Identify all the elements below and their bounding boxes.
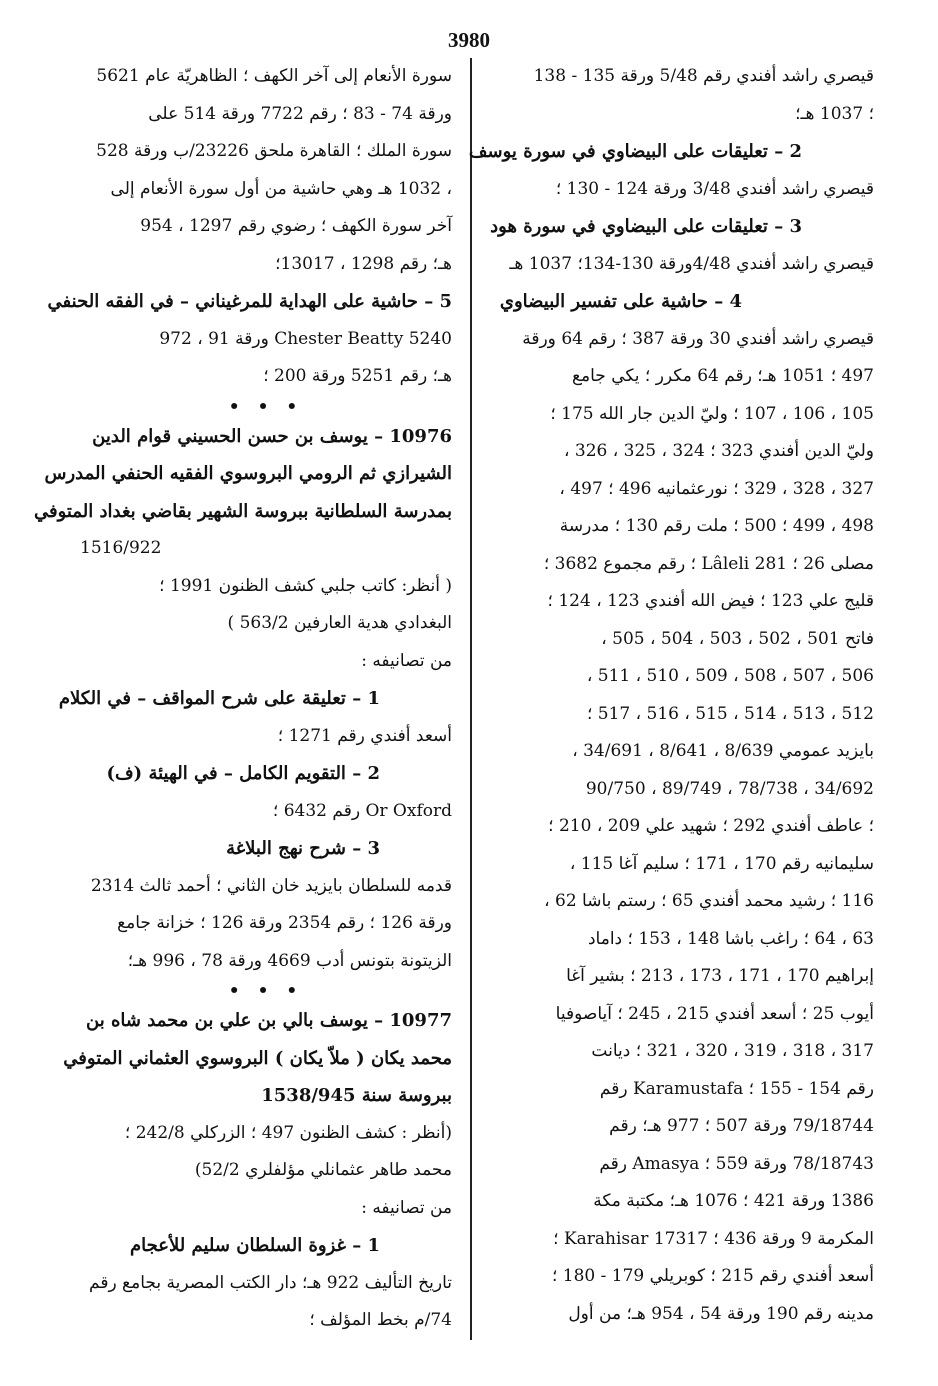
entry-heading: 10977 – يوسف بالي بن علي بن محمد شاه بن: [86, 1010, 452, 1031]
entry-heading: 10976 – يوسف بن حسن الحسيني قوام الدين: [92, 425, 452, 447]
text-line: سورة الملك ؛ القاهرة ملحق 23226/ب ورقة 528: [96, 141, 452, 161]
text-line: وليّ الدين أفندي 323 ؛ 324 ، 325 ، 326 ،: [564, 441, 874, 461]
page-number: 3980: [448, 28, 490, 52]
text-line: ( أنظر: كاتب جلبي كشف الظنون 1991 ؛: [159, 575, 452, 596]
entry-heading: 3 – تعليقات على البيضاوي في سورة هود: [490, 216, 802, 237]
text-line: من تصانيفه :: [361, 650, 452, 671]
text-line: قيصري راشد أفندي رقم 5/48 ورقة 135 - 138: [533, 66, 874, 86]
text-line: بايزيد عمومي 8/639 ، 8/641 ، 34/691 ،: [572, 741, 874, 761]
text-line: 74/م بخط المؤلف ؛: [309, 1310, 452, 1330]
text-line: البغدادي هدية العارفين 563/2 ): [227, 613, 452, 633]
text-line: 34/692 ، 78/738 ، 89/749 ، 90/750: [585, 778, 874, 799]
text-line: قليج علي 123 ؛ فيض الله أفندي 123 ، 124 ؛: [547, 591, 874, 611]
text-line: 512 ، 513 ، 514 ، 515 ، 516 ، 517 ؛: [586, 703, 874, 724]
text-line: مصلى 26 ؛ Lâleli 281 ؛ رقم مجموع 3682 ؛: [543, 553, 874, 574]
text-line: ، 1032 هـ وهي حاشية من أول سورة الأنعام إلى: [110, 178, 452, 199]
text-line: 1516/922: [80, 538, 162, 558]
text-line: 63 ، 64 ؛ راغب باشا 148 ، 153 ؛ داماد: [587, 928, 874, 949]
column-divider: [470, 58, 472, 1340]
text-line: فاتح 501 ، 502 ، 503 ، 504 ، 505 ،: [601, 628, 874, 649]
text-line: أسعد أفندي رقم 215 ؛ كوبريلي 179 - 180 ؛: [551, 1266, 874, 1286]
text-line: المكرمة 9 ورقة 436 ؛ Karahisar 17317 ؛: [553, 1228, 874, 1249]
text-line: ورقة 74 - 83 ؛ رقم 7722 ورقة 514 على: [148, 103, 452, 124]
text-line: رقم 154 - 155 ؛ Karamustafa رقم: [599, 1078, 874, 1099]
text-line: Or Oxford رقم 6432 ؛: [272, 800, 452, 821]
text-line: Chester Beatty 5240 ورقة 91 ، 972: [159, 328, 452, 349]
text-line: 105 ، 106 ، 107 ؛ وليّ الدين جار الله 175 ؛: [550, 403, 874, 424]
entry-heading: 2 – التقويم الكامل – في الهيئة (ف): [106, 763, 380, 784]
text-line: هـ؛ رقم 1298 ، 13017؛: [275, 253, 452, 274]
entry-heading: 4 – حاشية على تفسير البيضاوي: [499, 291, 742, 312]
separator-dots: • • •: [228, 396, 304, 417]
text-line: ورقة 126 ؛ رقم 2354 ورقة 126 ؛ خزانة جامع: [117, 913, 452, 933]
text-line: ؛ عاطف أفندي 292 ؛ شهيد علي 209 ، 210 ؛: [548, 816, 874, 836]
text-line: 506 ، 507 ، 508 ، 509 ، 510 ، 511 ،: [586, 666, 874, 686]
text-line: ؛ 1037 هـ؛: [795, 103, 874, 124]
separator-dots: • • •: [228, 981, 304, 1001]
text-line: هـ؛ رقم 5251 ورقة 200 ؛: [263, 366, 452, 386]
entry-heading: 3 – شرح نهج البلاغة: [226, 838, 380, 859]
entry-heading: بمدرسة السلطانية ببروسة الشهير بقاضي بغداد المتوفي: [33, 500, 452, 522]
text-line: 79/18744 ورقة 507 ؛ 977 هـ؛ رقم: [609, 1116, 874, 1136]
text-line: 317 ، 318 ، 319 ، 320 ، 321 ؛ ديانت: [591, 1041, 874, 1061]
entry-heading: محمد يكان ( ملاّ يكان ) البروسوي العثماني المتوفي: [63, 1047, 452, 1069]
text-line: 497 ؛ 1051 هـ؛ رقم 64 مكرر ؛ يكي جامع: [571, 366, 874, 386]
text-line: سورة الأنعام إلى آخر الكهف ؛ الظاهريّة عام 5621: [96, 66, 452, 86]
entry-heading: 5 – حاشية على الهداية للمرغيناني – في الفقه الحنفي: [47, 291, 452, 312]
left-column: [33, 58, 452, 1340]
text-line: سليمانيه رقم 170 ، 171 ؛ سليم آغا 115 ،: [569, 853, 874, 874]
text-line: مدينه رقم 190 ورقة 54 ، 954 هـ؛ من أول: [568, 1303, 874, 1324]
text-line: 327 ، 328 ، 329 ؛ نورعثمانيه 496 ؛ 497 ،: [559, 478, 874, 499]
right-column: [468, 58, 874, 1333]
text-line: 498 ، 499 ؛ 500 ؛ ملت رقم 130 ؛ مدرسة: [559, 516, 874, 536]
text-line: 78/18743 ورقة 559 ؛ Amasya رقم: [599, 1153, 874, 1174]
text-line: أيوب 25 ؛ أسعد أفندي 215 ، 245 ؛ آياصوفيا: [555, 1003, 874, 1024]
text-line: قيصري راشد أفندي 3/48 ورقة 124 - 130 ؛: [555, 178, 874, 199]
text-line: من تصانيفه :: [361, 1197, 452, 1218]
text-line: قدمه للسلطان بايزيد خان الثاني ؛ أحمد ثالث 2314: [90, 875, 452, 896]
text-line: أسعد أفندي رقم 1271 ؛: [277, 725, 452, 746]
entry-heading: 1 – تعليقة على شرح المواقف – في الكلام: [58, 688, 380, 709]
text-line: 116 ؛ رشيد محمد أفندي 65 ؛ رستم باشا 62 ،: [544, 891, 874, 911]
text-line: الزيتونة بتونس أدب 4669 ورقة 78 ، 996 هـ؛: [127, 950, 452, 971]
text-line: 1386 ورقة 421 ؛ 1076 هـ؛ مكتبة مكة: [593, 1191, 874, 1211]
entry-heading: ببروسة سنة 1538/945: [261, 1085, 452, 1106]
entry-heading: 1 – غزوة السلطان سليم للأعجام: [130, 1235, 380, 1256]
text-line: إبراهيم 170 ، 171 ، 173 ، 213 ؛ بشير آغا: [566, 966, 874, 986]
text-line: (أنظر : كشف الظنون 497 ؛ الزركلي 242/8 ؛: [124, 1122, 452, 1143]
text-line: قيصري راشد أفندي 30 ورقة 387 ؛ رقم 64 ورقة: [522, 328, 874, 349]
text-line: تاريخ التأليف 922 هـ؛ دار الكتب المصرية بجامع رقم: [89, 1272, 452, 1293]
entry-heading: 2 – تعليقات على البيضاوي في سورة يوسف: [468, 141, 802, 162]
text-line: قيصري راشد أفندي 4/48ورقة 130-134؛ 1037 هـ: [509, 253, 874, 274]
text-line: آخر سورة الكهف ؛ رضوي رقم 1297 ، 954: [140, 216, 452, 236]
entry-heading: الشيرازي ثم الرومي البروسوي الفقيه الحنفي المدرس: [44, 463, 452, 484]
text-line: محمد طاهر عثمانلي مؤلفلري 52/2): [194, 1160, 452, 1180]
